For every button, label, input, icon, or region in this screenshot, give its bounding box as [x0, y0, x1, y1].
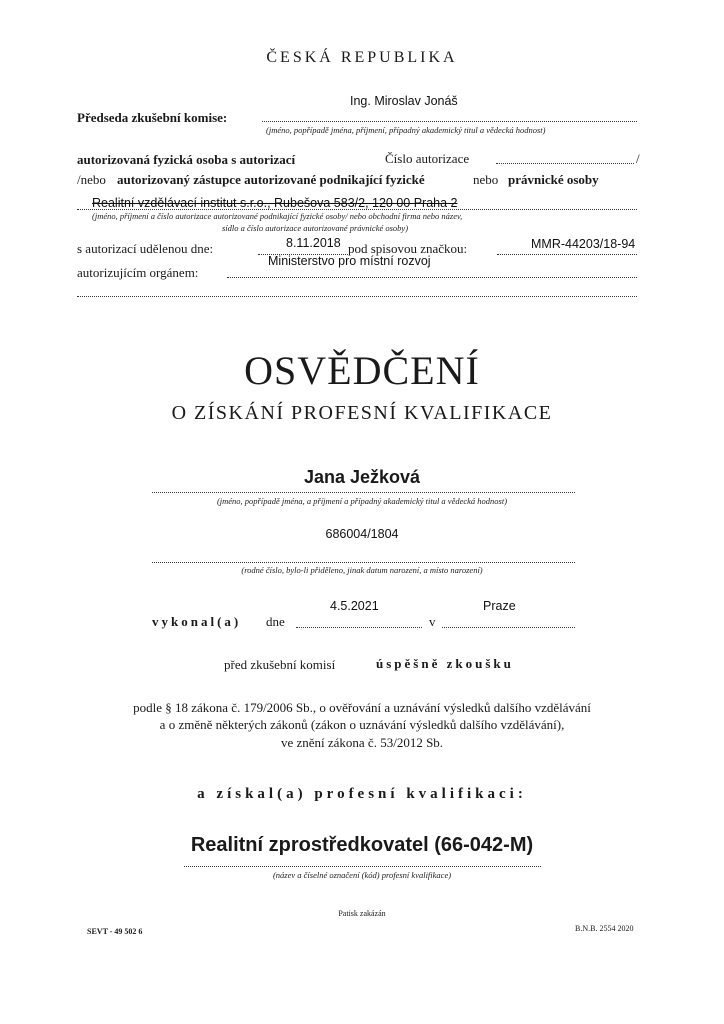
completed-label: vykonal(a)	[152, 614, 242, 629]
chair-note: (jméno, popřípadě jména, příjmení, případný akademický titul a vědecká hodnost)	[266, 125, 546, 135]
place-label: v	[429, 614, 436, 629]
qualification: Realitní zprostředkovatel (66-042-M)	[190, 834, 534, 856]
authority-line-2	[77, 296, 637, 297]
before-commission: před zkušební komisí	[224, 657, 336, 672]
law-line-2: a o změně některých zákonů (zákon o uznávání výsledků dalšího vzdělávání),	[159, 717, 565, 732]
qualification-note: (název a číselné označení (kód) profesní kvalifikace)	[272, 870, 452, 880]
authority-line	[227, 277, 637, 278]
granted-date: 8.11.2018	[286, 236, 341, 250]
organization-note-2: sídlo a číslo autorizace autorizované právnické osoby)	[222, 223, 409, 233]
certificate-title: OSVĚDČENÍ	[244, 348, 480, 393]
print-code: B.N.B. 2554 2020	[575, 924, 634, 933]
or-word: nebo	[473, 172, 499, 187]
date-label: dne	[266, 614, 285, 629]
organization-value: Realitní vzdělávací institut s.r.o., Rubešova 583/2, 120 00 Praha 2	[92, 196, 458, 210]
acquired-label: a získal(a) profesní kvalifikaci:	[197, 786, 527, 802]
chair-name: Ing. Miroslav Jonáš	[350, 94, 458, 108]
authorization-number-label: Číslo autorizace	[385, 151, 470, 166]
authorization-number-line	[496, 163, 634, 164]
holder-line	[152, 492, 575, 493]
country-heading: ČESKÁ REPUBLIKA	[266, 49, 458, 66]
successful-exam: úspěšně zkoušku	[376, 656, 514, 671]
file-number: MMR-44203/18-94	[531, 237, 636, 251]
authority-label: autorizujícím orgánem:	[77, 265, 199, 280]
certificate-subtitle: O ZÍSKÁNÍ PROFESNÍ KVALIFIKACE	[171, 402, 553, 424]
qualification-line	[184, 866, 541, 867]
file-number-line	[497, 254, 637, 255]
authorization-slash: /	[636, 151, 640, 166]
organization-note-1: (jméno, příjmení a číslo autorizace autorizované podnikající fyzické osoby/ nebo obchodní firma nebo název,	[92, 211, 463, 221]
authorized-person-label: autorizovaná fyzická osoba s autorizací	[77, 152, 296, 167]
birth-number: 686004/1804	[325, 527, 399, 541]
exam-date-line	[296, 627, 422, 628]
holder-name: Jana Ježková	[303, 467, 421, 487]
birth-line	[152, 562, 575, 563]
exam-place: Praze	[483, 599, 516, 613]
legal-person-label: právnické osoby	[508, 172, 599, 187]
or-prefix: /nebo	[77, 172, 106, 187]
birth-note: (rodné číslo, bylo-li přiděleno, jinak datum narození, a místo narození)	[241, 565, 483, 575]
law-line-3: ve znění zákona č. 53/2012 Sb.	[280, 735, 444, 750]
granted-label: s autorizací udělenou dne:	[77, 241, 214, 256]
reprint-notice: Patisk zakázán	[338, 909, 386, 918]
form-code: SEVT - 49 502 6	[87, 927, 143, 936]
exam-date: 4.5.2021	[330, 599, 379, 613]
authorized-rep-label: autorizovaný zástupce autorizované podnikající fyzické	[117, 172, 425, 187]
chair-line	[262, 121, 637, 122]
chair-label: Předseda zkušební komise:	[77, 110, 228, 125]
file-label: pod spisovou značkou:	[348, 241, 468, 256]
exam-place-line	[442, 627, 575, 628]
authority-value: Ministerstvo pro místní rozvoj	[268, 254, 431, 268]
law-line-1: podle § 18 zákona č. 179/2006 Sb., o ověřování a uznávání výsledků dalšího vzdělávání	[133, 700, 591, 715]
holder-note: (jméno, popřípadě jména, a příjmení a případný akademický titul a vědecká hodnost)	[216, 496, 508, 506]
